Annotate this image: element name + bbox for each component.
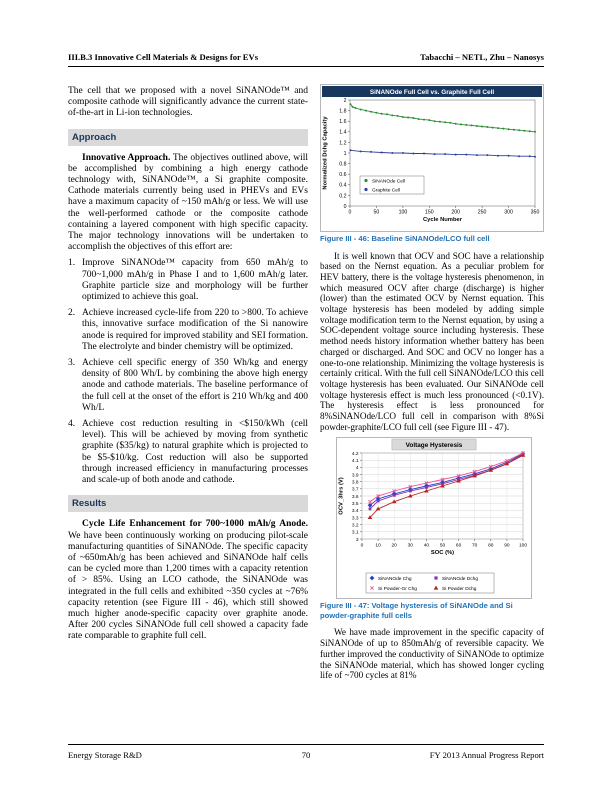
svg-text:0: 0 xyxy=(343,203,347,210)
svg-text:80: 80 xyxy=(488,543,494,549)
svg-text:20: 20 xyxy=(391,543,397,549)
svg-text:0: 0 xyxy=(360,543,364,549)
svg-text:SiNANOde Chg: SiNANOde Chg xyxy=(378,577,412,583)
svg-text:3.6: 3.6 xyxy=(351,495,359,501)
svg-text:0.2: 0.2 xyxy=(339,193,347,200)
svg-text:SOC (%): SOC (%) xyxy=(430,550,455,557)
svg-text:4: 4 xyxy=(355,466,359,472)
results-section-heading: Results xyxy=(68,495,308,512)
list-number: 3. xyxy=(68,358,76,369)
figure-47-wrapper xyxy=(336,437,544,599)
svg-text:OCV_3hrs (V): OCV_3hrs (V) xyxy=(338,477,345,516)
header-authors: Tabacchi – NETL, Zhu – Nanosys xyxy=(420,52,544,62)
svg-text:3.3: 3.3 xyxy=(351,516,359,522)
list-text: Achieve cell specific energy of 350 Wh/kg and energy density of 800 Wh/L by combining the above high energy anode and cathode materials. The baseline performance of the full cell at the onset of the effort is 210 Wh/kg and 400 Wh/L xyxy=(82,358,308,413)
svg-text:SiNANOde Cell: SiNANOde Cell xyxy=(372,179,406,185)
objective-item-1 xyxy=(68,258,308,303)
svg-text:70: 70 xyxy=(472,543,478,549)
svg-text:3.9: 3.9 xyxy=(351,473,359,479)
list-text: Improve SiNANOde™ capacity from 650 mAh/g to 700~1,000 mAh/g in Phase I and to 1,600 mAh/g later. Graphite particle size and morphology will be further optimized to achieve this goal. xyxy=(82,258,308,303)
svg-text:250: 250 xyxy=(477,209,487,216)
objective-item-2 xyxy=(68,308,308,353)
svg-text:0: 0 xyxy=(348,209,352,216)
list-number: 1. xyxy=(68,258,76,269)
svg-text:3.7: 3.7 xyxy=(351,488,359,494)
svg-text:Si Powder Dchg: Si Powder Dchg xyxy=(442,587,477,593)
results-body-text: We have been continuously working on producing pilot-scale manufacturing quantities of SiNANOde. The specific capacity of ~650mAh/g has been achieved and SiNANOde half cells can be cycled more than 1,200 times with a capacity retention of > 85%. Using an LCO cathode, the SiNANOde was integrated in the full cells and exhibited ~350 cycles at ~76% capacity retention (see Figure III - 46), which still showed much higher anode-specific capacity over graphite anode. After 200 cycles SiNANOde full cell showed a capacity fade rate comparable to graphite full cell. xyxy=(68,530,308,642)
svg-text:3.5: 3.5 xyxy=(351,502,359,508)
svg-text:1: 1 xyxy=(343,150,347,157)
page-footer xyxy=(68,744,544,760)
results-lead-in: Cycle Life Enhancement for 700~1000 mAh/g Anode. xyxy=(82,519,308,530)
svg-text:3: 3 xyxy=(355,538,359,544)
intro-paragraph: The cell that we proposed with a novel SiNANOde™ and composite cathode will significantly advance the current state-of-the-art in Li-ion technologies. xyxy=(68,86,308,119)
svg-text:0.6: 0.6 xyxy=(339,172,347,179)
approach-section-heading: Approach xyxy=(68,129,308,146)
list-number: 4. xyxy=(68,419,76,430)
ocv-soc-paragraph: It is well known that OCV and SOC have a relationship based on the Nernst equation. As a peculiar problem for HEV battery, there is the voltage hysteresis phenomenon, in which measured OCV after charge (discharge) is higher (lower) than the estimated OCV by Nernst equation. This voltage hysteresis has been modeled by adding simple voltage modification term to the Nernst equation, by using a SOC-dependent voltage source including hysteresis. These method needs history information whether battery has been charged or discharged. And SOC and OCV no longer has a one-to-one relationship. Minimizing the voltage hysteresis is certainly critical. With the full cell SiNANOde/LCO this cell voltage hysteresis has been evaluated. Our SiNANOde cell voltage hysteresis effect is much less pronounced (<0.1V). The hysteresis effect is less pronounced for 8%SiNANOde/LCO full cell in comparison with 8%Si powder-graphite/LCO full cell (see Figure III - 47). xyxy=(320,250,544,432)
objective-item-4 xyxy=(68,419,308,486)
svg-text:4.2: 4.2 xyxy=(351,452,359,458)
figure-47-caption: Figure III - 47: Voltage hysteresis of SiNANOde and Si powder-graphite full cells xyxy=(320,601,513,620)
svg-text:0.4: 0.4 xyxy=(339,182,347,189)
svg-text:60: 60 xyxy=(455,543,462,549)
svg-text:30: 30 xyxy=(407,543,413,549)
svg-text:0.8: 0.8 xyxy=(339,161,347,168)
svg-text:2: 2 xyxy=(343,97,347,104)
svg-text:1.8: 1.8 xyxy=(339,108,347,115)
svg-text:300: 300 xyxy=(504,209,513,216)
svg-text:SiNANOde Full Cell vs. Graphit: SiNANOde Full Cell vs. Graphite Full Cell xyxy=(369,88,495,96)
approach-paragraph xyxy=(68,153,308,254)
svg-text:200: 200 xyxy=(451,209,461,216)
svg-text:3.1: 3.1 xyxy=(351,531,359,537)
svg-text:Normalized Dchg Capacity: Normalized Dchg Capacity xyxy=(322,116,329,190)
list-number: 2. xyxy=(68,308,76,319)
svg-text:Cycle Number: Cycle Number xyxy=(423,217,462,223)
svg-text:4.1: 4.1 xyxy=(351,459,359,465)
svg-text:10: 10 xyxy=(375,543,381,549)
svg-text:Si Powder-Gr Chg: Si Powder-Gr Chg xyxy=(378,587,417,593)
svg-text:150: 150 xyxy=(424,209,434,216)
svg-text:1.6: 1.6 xyxy=(339,119,347,126)
footer-right: FY 2013 Annual Progress Report xyxy=(429,750,545,760)
results-paragraph xyxy=(68,519,308,642)
svg-text:Voltage Hysteresis: Voltage Hysteresis xyxy=(405,442,463,450)
svg-text:100: 100 xyxy=(398,209,408,216)
page-header xyxy=(68,52,544,67)
approach-body-text: The objectives outlined above, will be accomplished by combining a high energy cathode technology with, SiNANOde™, a Si graphite composite. Cathode materials currently being used in PHEVs and EVs have a maximum capacity of ~150 mAh/g or less. We will use the well-performed cathode or the composite cathode containing a layered component with high specific capacity. The major technology innovations will be undertaken to accomplish the objectives of this effort are: xyxy=(68,152,308,253)
list-text: Achieve cost reduction resulting in <$150/kWh (cell level). This will be achieved by moving from synthetic graphite ($35/kg) to natural graphite which is projected to be $5-$10/kg. Cost reduction will also be supported through increased efficiency in manufacturing processes and scale-up of both anode and cathode. xyxy=(82,419,308,486)
cycle-life-chart-figure-46 xyxy=(320,84,544,232)
footer-page-number: 70 xyxy=(301,750,311,760)
svg-text:3.8: 3.8 xyxy=(351,481,359,487)
left-column xyxy=(68,86,308,648)
svg-text:3.2: 3.2 xyxy=(351,524,359,530)
voltage-hysteresis-chart-figure-47 xyxy=(336,437,532,599)
svg-text:90: 90 xyxy=(504,543,510,549)
right-column xyxy=(320,84,544,686)
capacity-improvement-paragraph: We have made improvement in the specific capacity of SiNANOde of up to 850mAh/g of reversible capacity. We further improved the conductivity of SiNANOde to optimize the SiNANOde material, which has showed longer cycling life of ~700 cycles at 81% xyxy=(320,627,544,681)
approach-lead-in: Innovative Approach. xyxy=(82,152,171,163)
svg-text:350: 350 xyxy=(530,209,540,216)
figure-46-caption: Figure III - 46: Baseline SiNANOde/LCO full cell xyxy=(320,234,490,243)
footer-left: Energy Storage R&D xyxy=(68,750,142,760)
objective-item-3 xyxy=(68,358,308,414)
svg-text:1.4: 1.4 xyxy=(339,129,347,136)
svg-text:40: 40 xyxy=(423,543,430,549)
svg-text:3.4: 3.4 xyxy=(351,509,359,515)
list-text: Achieve increased cycle-life from 220 to >800. To achieve this, innovative surface modification of the Si nanowire anode is required for improved stability and SEI formation. The electrolyte and binder chemistry will be optimized. xyxy=(82,308,308,352)
svg-text:50: 50 xyxy=(373,209,380,216)
svg-text:1.2: 1.2 xyxy=(339,140,347,147)
header-section-title: III.B.3 Innovative Cell Materials & Designs for EVs xyxy=(68,52,259,62)
svg-text:50: 50 xyxy=(439,543,446,549)
svg-text:Graphite Cell: Graphite Cell xyxy=(372,188,400,194)
svg-text:SiNANOde Dchg: SiNANOde Dchg xyxy=(442,577,478,583)
svg-text:100: 100 xyxy=(518,543,528,549)
